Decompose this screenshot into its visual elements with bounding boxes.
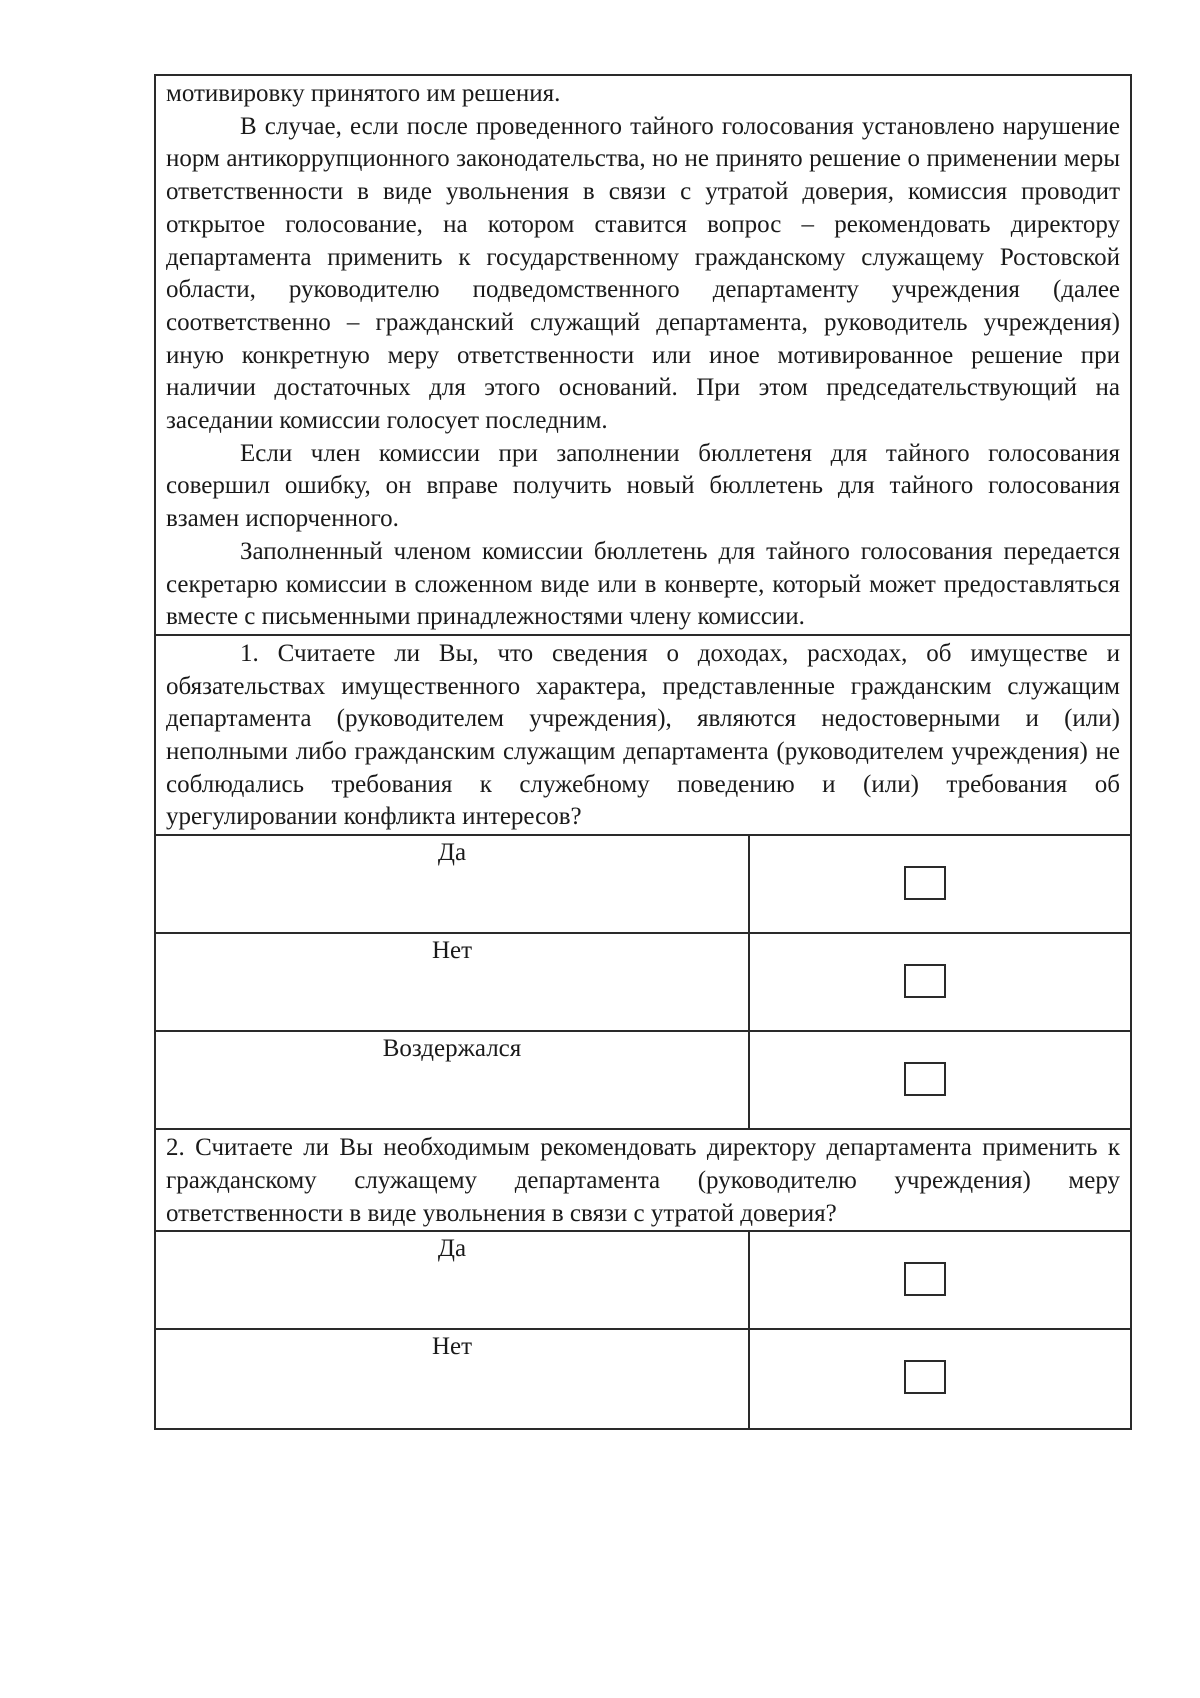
q2-no-checkbox[interactable]: [904, 1360, 946, 1394]
q1-option-yes-cell: [750, 836, 1130, 932]
q1-option-yes: [156, 836, 1130, 934]
q1-option-no-label: Нет: [156, 934, 750, 1030]
q2-yes-checkbox[interactable]: [904, 1262, 946, 1296]
q2-option-no-cell: [750, 1330, 1130, 1428]
question-2: [156, 1130, 1130, 1232]
ballot-form: [154, 74, 1132, 1430]
intro-paragraph-open-vote: В случае, если после проведенного тайного голосования установлено нарушение норм антикоррупционного законодательства, но не принято решение о применении меры ответственности в виде увольнения в связи с утратой доверия, комиссия проводит открытое голосование, на котором ставится вопрос – рекомендовать директору департамента применить к государственному гражданскому служащему Ростовской области, руководителю подведомственного департаменту учреждения (далее соответственно – гражданский служащий департамента, руководитель учреждения) иную конкретную меру ответственности или иное мотивированное решение при наличии достаточных для этого оснований. При этом председательствующий на заседании комиссии голосует последним.: [166, 112, 1120, 435]
q1-option-no-cell: [750, 934, 1130, 1030]
intro-text: [156, 76, 1130, 636]
question-1: [156, 636, 1130, 836]
intro-paragraph-error: Если член комиссии при заполнении бюллетеня для тайного голосования совершил ошибку, он вправе получить новый бюллетень для тайного голосования взамен испорченного.: [166, 439, 1120, 533]
q1-abstain-checkbox[interactable]: [904, 1062, 946, 1096]
q1-option-no: [156, 934, 1130, 1032]
q1-option-abstain: [156, 1032, 1130, 1130]
intro-paragraph-submission: Заполненный членом комиссии бюллетень для тайного голосования передается секретарю комиссии в сложенном виде или в конверте, который может предоставляться вместе с письменными принадлежностями члену комиссии.: [166, 537, 1120, 631]
q1-option-yes-label: Да: [156, 836, 750, 932]
q1-no-checkbox[interactable]: [904, 964, 946, 998]
q2-option-yes-label: Да: [156, 1232, 750, 1328]
intro-line-1: мотивировку принятого им решения.: [166, 80, 561, 107]
question-2-text: 2. Считаете ли Вы необходимым рекомендовать директору департамента применить к гражданскому служащему департамента (руководителю учреждения) меру ответственности в виде увольнения в связи с утратой доверия?: [166, 1134, 1120, 1227]
q2-option-no: [156, 1330, 1130, 1428]
q2-option-no-label: Нет: [156, 1330, 750, 1428]
question-1-text: 1. Считаете ли Вы, что сведения о доходах, расходах, об имуществе и обязательствах имущественного характера, представленные гражданским служащим департамента (руководителем учреждения), являются недостоверными и (или) неполными либо гражданским служащим департамента (руководителем учреждения) не соблюдались требования к служебному поведению и (или) требования об урегулировании конфликта интересов?: [166, 639, 1120, 831]
q1-option-abstain-label: Воздержался: [156, 1032, 750, 1128]
q2-option-yes-cell: [750, 1232, 1130, 1328]
q1-option-abstain-cell: [750, 1032, 1130, 1128]
q1-yes-checkbox[interactable]: [904, 866, 946, 900]
q2-option-yes: [156, 1232, 1130, 1330]
